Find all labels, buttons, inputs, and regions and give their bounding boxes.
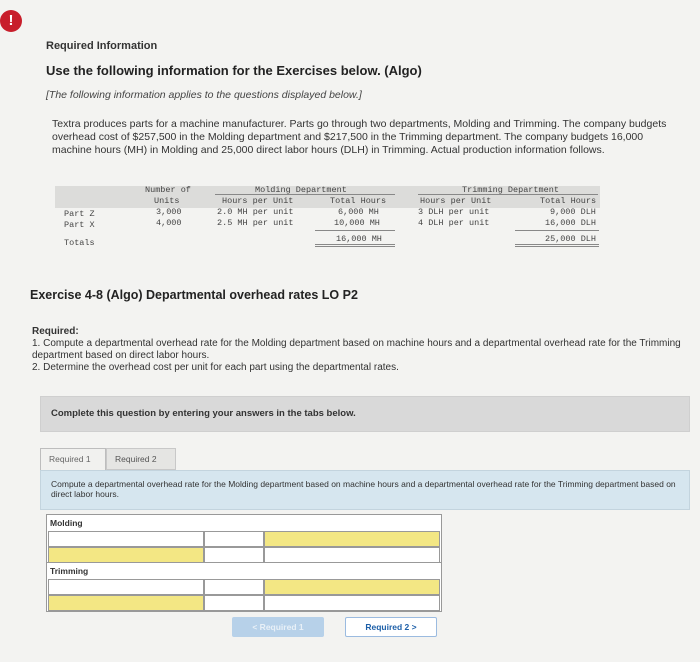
col-trimming-hours-per-unit: Hours per Unit [420, 196, 492, 206]
required-item-1: 1. Compute a departmental overhead rate for the Molding department based on machine hours and a departmental overhead rate for the Trimming department based on direct labor hours. [32, 338, 681, 361]
row-part-x-molding-hpu: 2.5 MH per unit [217, 218, 294, 228]
col-trimming-department: Trimming Department [462, 185, 559, 195]
scenario-paragraph: Textra produces parts for a machine manufacturer. Parts go through two departments, Molding and Trimming. The company budgets overhead cost of $257,500 in the Molding department and $217,500 in the Trimming department. The company budgets 16,000 machine hours (MH) in Molding and 25,000 direct labor hours (DLH) in Trimming. Actual production information follows. [52, 118, 667, 156]
trimming-answer-group [46, 562, 442, 612]
trimming-input-1[interactable] [48, 579, 204, 595]
alert-icon: ! [0, 10, 22, 32]
required-block [32, 326, 697, 374]
complete-question-bar: Complete this question by entering your answers in the tabs below. [40, 396, 690, 432]
molding-label: Molding [50, 518, 83, 528]
next-required-2-button[interactable]: Required 2 > [345, 617, 437, 637]
row-part-z-molding-hpu: 2.0 MH per unit [217, 207, 294, 217]
row-part-x-trimming-total: 16,000 DLH [545, 218, 597, 228]
row-part-x-units: 4,000 [156, 218, 182, 228]
molding-answer-group [46, 514, 442, 564]
required-label: Required: [32, 326, 79, 337]
row-part-x-molding-total: 10,000 MH [334, 218, 380, 228]
trimming-total-double-rule [515, 244, 599, 247]
col-molding-department: Molding Department [255, 185, 347, 195]
prev-required-1-button[interactable]: < Required 1 [232, 617, 324, 637]
molding-input-6[interactable] [264, 547, 440, 563]
trimming-input-6[interactable] [264, 595, 440, 611]
col-trimming-total-hours: Total Hours [540, 196, 597, 206]
molding-subtotal-rule [315, 230, 395, 231]
trimming-subtotal-rule [515, 230, 599, 231]
trimming-header-rule [418, 194, 598, 195]
row-part-z-units: 3,000 [156, 207, 182, 217]
row-totals-trimming: 25,000 DLH [545, 234, 597, 244]
row-totals-molding: 16,000 MH [336, 234, 382, 244]
tab-required-2[interactable]: Required 2 [106, 448, 176, 470]
row-totals-label: Totals [64, 238, 95, 248]
molding-header-rule [215, 194, 395, 195]
col-molding-hours-per-unit: Hours per Unit [222, 196, 294, 206]
row-part-z-trimming-total: 9,000 DLH [550, 207, 596, 217]
applies-note: [The following information applies to the questions displayed below.] [46, 89, 362, 101]
required-information-heading: Required Information [46, 40, 158, 52]
instructions-heading: Use the following information for the Exercises below. (Algo) [46, 63, 422, 78]
molding-input-2[interactable] [204, 531, 264, 547]
row-part-z-label: Part Z [64, 209, 95, 219]
trimming-input-4[interactable] [48, 595, 204, 611]
trimming-label: Trimming [50, 566, 89, 576]
molding-total-double-rule [315, 244, 395, 247]
molding-input-4[interactable] [48, 547, 204, 563]
col-number-of: Number of [145, 185, 191, 195]
required-item-2: 2. Determine the overhead cost per unit for each part using the departmental rates. [32, 362, 399, 373]
col-molding-total-hours: Total Hours [330, 196, 387, 206]
row-part-z-trimming-hpu: 3 DLH per unit [418, 207, 490, 217]
exercise-title: Exercise 4-8 (Algo) Departmental overhead rates LO P2 [30, 288, 358, 302]
trimming-input-2[interactable] [204, 579, 264, 595]
row-part-z-molding-total: 6,000 MH [338, 207, 379, 217]
molding-input-1[interactable] [48, 531, 204, 547]
row-part-x-trimming-hpu: 4 DLH per unit [418, 218, 490, 228]
trimming-input-5[interactable] [204, 595, 264, 611]
molding-input-5[interactable] [204, 547, 264, 563]
col-units: Units [154, 196, 180, 206]
molding-input-3[interactable] [264, 531, 440, 547]
trimming-input-3[interactable] [264, 579, 440, 595]
tab-required-1[interactable]: Required 1 [40, 448, 106, 470]
instruction-panel: Compute a departmental overhead rate for the Molding department based on machine hours and a departmental overhead rate for the Trimming department based on direct labor hours. [40, 470, 690, 510]
row-part-x-label: Part X [64, 220, 95, 230]
